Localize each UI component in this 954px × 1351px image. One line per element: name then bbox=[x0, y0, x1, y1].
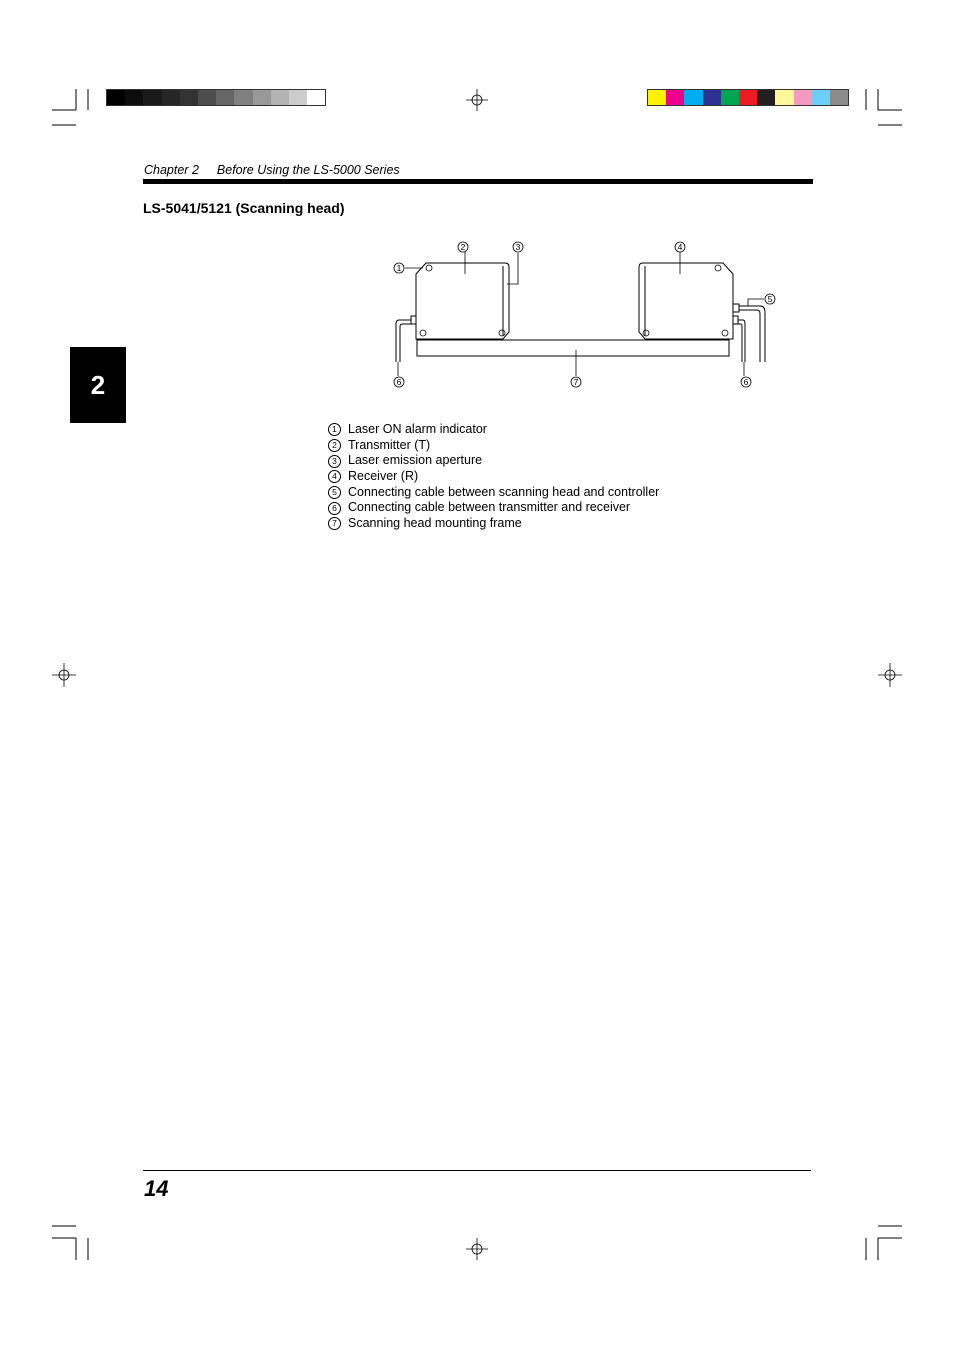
callout-6-left bbox=[394, 377, 404, 387]
color-swatch bbox=[180, 90, 198, 105]
svg-text:2: 2 bbox=[460, 242, 466, 252]
list-item bbox=[328, 485, 659, 501]
svg-text:3: 3 bbox=[515, 242, 521, 252]
footer-rule bbox=[143, 1170, 811, 1171]
part-number: 5 bbox=[328, 486, 341, 499]
part-number: 4 bbox=[328, 470, 341, 483]
callout-2 bbox=[458, 242, 468, 252]
part-number: 7 bbox=[328, 517, 341, 530]
color-swatch bbox=[307, 90, 325, 105]
parts-list bbox=[328, 422, 659, 532]
cable-left bbox=[396, 320, 411, 362]
part-label: Connecting cable between transmitter and receiver bbox=[348, 500, 631, 515]
color-swatch bbox=[648, 90, 666, 105]
callout-7 bbox=[571, 377, 581, 387]
list-item bbox=[328, 453, 659, 469]
chapter-tab: 2 bbox=[70, 347, 126, 423]
part-label: Receiver (R) bbox=[348, 469, 419, 484]
mounting-frame bbox=[417, 340, 729, 356]
page-number: 14 bbox=[144, 1176, 169, 1201]
list-item bbox=[328, 422, 659, 438]
part-number: 6 bbox=[328, 502, 341, 515]
color-swatch bbox=[253, 90, 271, 105]
svg-text:4: 4 bbox=[677, 242, 683, 252]
part-number: 3 bbox=[328, 455, 341, 468]
color-swatch bbox=[812, 90, 830, 105]
list-item bbox=[328, 516, 659, 532]
color-swatch bbox=[198, 90, 216, 105]
color-swatch bbox=[830, 90, 848, 105]
transmitter-body bbox=[416, 263, 509, 339]
part-label: Laser emission aperture bbox=[348, 453, 483, 468]
color-swatch bbox=[721, 90, 739, 105]
running-header bbox=[144, 163, 400, 177]
header-rule bbox=[143, 179, 813, 184]
part-label: Connecting cable between scanning head and controller bbox=[348, 484, 660, 499]
color-swatch bbox=[107, 90, 125, 105]
controller-cable bbox=[739, 306, 765, 362]
svg-text:6: 6 bbox=[396, 377, 402, 387]
part-number: 2 bbox=[328, 439, 341, 452]
part-label: Scanning head mounting frame bbox=[348, 516, 522, 531]
color-swatch bbox=[162, 90, 180, 105]
callout-1 bbox=[394, 263, 404, 273]
color-swatch bbox=[271, 90, 289, 105]
callout-4 bbox=[675, 242, 685, 252]
color-swatch bbox=[739, 90, 757, 105]
svg-text:7: 7 bbox=[573, 377, 579, 387]
callout-3 bbox=[513, 242, 523, 252]
part-label: Laser ON alarm indicator bbox=[348, 422, 487, 436]
svg-text:1: 1 bbox=[396, 263, 402, 273]
part-number: 1 bbox=[328, 423, 341, 436]
list-item bbox=[328, 469, 659, 485]
color-swatch bbox=[666, 90, 684, 105]
svg-text:5: 5 bbox=[767, 294, 773, 304]
receiver-body bbox=[639, 263, 733, 339]
callout-5 bbox=[765, 294, 775, 304]
color-swatch bbox=[143, 90, 161, 105]
part-label: Transmitter (T) bbox=[348, 437, 431, 452]
section-title: LS-5041/5121 (Scanning head) bbox=[143, 200, 345, 216]
color-swatch bbox=[216, 90, 234, 105]
color-swatch bbox=[775, 90, 793, 105]
color-swatch bbox=[757, 90, 775, 105]
scanning-head-diagram bbox=[385, 236, 785, 394]
gray-calibration-bar bbox=[106, 89, 326, 106]
color-swatch bbox=[125, 90, 143, 105]
color-swatch bbox=[703, 90, 721, 105]
color-swatch bbox=[234, 90, 252, 105]
header-title: Before Using the LS-5000 Series bbox=[216, 163, 400, 177]
color-swatch bbox=[289, 90, 307, 105]
svg-text:6: 6 bbox=[743, 377, 749, 387]
color-swatch bbox=[794, 90, 812, 105]
header-chapter: Chapter 2 bbox=[144, 163, 199, 177]
color-calibration-bar bbox=[647, 89, 849, 106]
list-item bbox=[328, 438, 659, 454]
color-swatch bbox=[684, 90, 702, 105]
callout-6-right bbox=[741, 377, 751, 387]
list-item bbox=[328, 500, 659, 516]
